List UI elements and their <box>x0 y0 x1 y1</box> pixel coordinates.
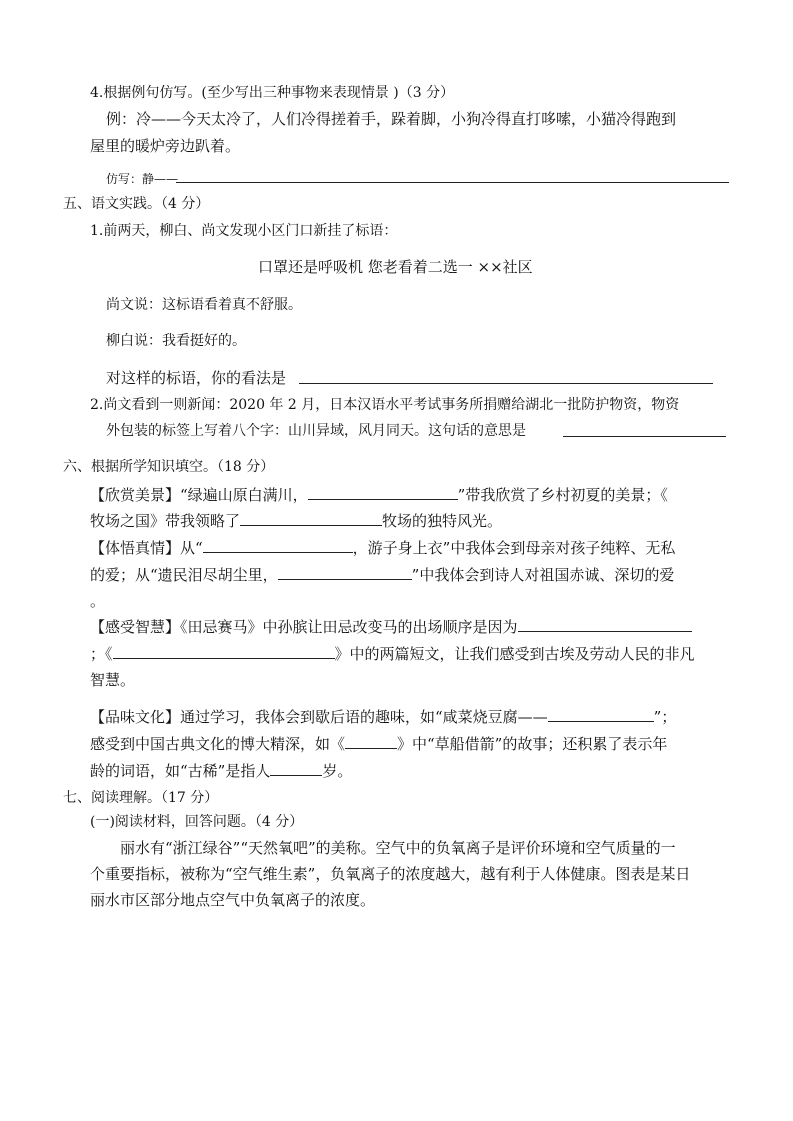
culture-line1 <box>90 706 676 727</box>
section5-q2-line2: 外包装的标签上写着八个字：山川异域，风月同天。这句话的意思是 <box>106 423 526 439</box>
scenery-blank-2[interactable] <box>240 511 382 526</box>
opinion-answer-line[interactable] <box>299 383 713 384</box>
culture-line2 <box>90 733 667 754</box>
scenery-part-b: ”带我欣赏了乡村初夏的美景；《 <box>457 486 668 504</box>
reading-para-line3: 丽水市区部分地点空气中负氧离子的浓度。 <box>90 891 376 909</box>
wisdom-blank-2[interactable] <box>113 644 335 659</box>
culture-blank-1[interactable] <box>548 707 654 722</box>
wisdom-part-b: ；《 <box>90 645 113 663</box>
culture-part-a: 【品味文化】通过学习，我体会到歇后语的趣味，如“咸菜烧豆腐—— <box>90 708 548 726</box>
q4-title: 4.根据例句仿写。(至少写出三种事物来表现情景 )（3 分） <box>90 85 455 101</box>
wisdom-part-c: 》中的两篇短文，让我们感受到古埃及劳动人民的非凡 <box>334 645 695 663</box>
wisdom-part-a: 【感受智慧】《田忌赛马》中孙膑让田忌改变马的出场顺序是因为 <box>90 618 518 636</box>
q4-example-line1: 例：冷——今天太冷了，人们冷得搓着手，跺着脚，小狗冷得直打哆嗦，小猫冷得跑到 <box>106 110 677 128</box>
scenery-part-a: 【欣赏美景】“绿遍山原白满川， <box>90 486 308 504</box>
feeling-part-d: ”中我体会到诗人对祖国赤诚、深切的爱 <box>411 566 675 584</box>
feeling-blank-2[interactable] <box>278 565 412 580</box>
q4-answer-line[interactable] <box>176 182 729 183</box>
feeling-blank-1[interactable] <box>203 538 353 553</box>
wisdom-line1 <box>90 616 692 637</box>
slogan-text: 口罩还是呼吸机 您老看着二选一 ××社区 <box>258 258 533 276</box>
section5-q2-line1: 2.尚文看到一则新闻：2020 年 2 月，日本汉语水平考试事务所捐赠给湖北一批防护物资，物资 <box>90 397 680 413</box>
section7-title: 七、阅读理解。（17 分） <box>63 790 219 806</box>
culture-blank-2[interactable] <box>345 734 397 749</box>
feeling-line2 <box>90 564 674 585</box>
section5-title: 五、语文实践。（4 分） <box>63 196 210 212</box>
section7-part1-title: (一)阅读材料，回答问题。（4 分） <box>90 814 304 830</box>
meaning-answer-line[interactable] <box>563 436 726 437</box>
liubai-says: 柳白说：我看挺好的。 <box>106 333 246 349</box>
scenery-line1 <box>90 484 668 505</box>
section6-title: 六、根据所学知识填空。（18 分） <box>63 459 275 475</box>
culture-part-d: 》中“草船借箭”的故事；还积累了表示年 <box>397 735 668 753</box>
feeling-part-b: ，游子身上衣”中我体会到母亲对孩子纯粹、无私 <box>352 539 676 557</box>
feeling-line3: 。 <box>90 592 106 610</box>
culture-line3 <box>90 760 352 781</box>
culture-part-f: 岁。 <box>322 762 353 780</box>
wisdom-blank-1[interactable] <box>518 617 692 632</box>
q4-example-line2: 屋里的暖炉旁边趴着。 <box>90 137 241 155</box>
feeling-part-c: 的爱；从“遗民泪尽胡尘里， <box>90 566 278 584</box>
culture-part-e: 龄的词语，如“古稀”是指人 <box>90 762 271 780</box>
wisdom-line3: 智慧。 <box>90 671 136 689</box>
shangwen-says: 尚文说：这标语看着真不舒服。 <box>106 297 302 313</box>
scenery-blank-1[interactable] <box>308 485 458 500</box>
section5-q1-intro: 1.前两天，柳白、尚文发现小区门口新挂了标语： <box>90 223 398 239</box>
culture-part-b: ”； <box>653 708 677 726</box>
scenery-part-c: 牧场之国》带我领略了 <box>90 512 241 530</box>
reading-para-line1: 丽水有“浙江绿谷”“天然氧吧”的美称。空气中的负氧离子是评价环境和空气质量的一 <box>120 839 676 857</box>
culture-blank-3[interactable] <box>270 761 322 776</box>
q4-imitate-label: 仿写：静—— <box>106 172 179 186</box>
opinion-label: 对这样的标语，你的看法是 <box>106 369 287 387</box>
wisdom-line2 <box>90 643 695 664</box>
scenery-part-d: 牧场的独特风光。 <box>382 512 503 530</box>
feeling-line1 <box>90 537 675 558</box>
scenery-line2 <box>90 510 502 531</box>
reading-para-line2: 个重要指标，被称为“空气维生素”，负氧离子的浓度越大，越有利于人体健康。图表是某日 <box>90 865 691 883</box>
culture-part-c: 感受到中国古典文化的博大精深，如《 <box>90 735 346 753</box>
feeling-part-a: 【体悟真情】从“ <box>90 539 203 557</box>
